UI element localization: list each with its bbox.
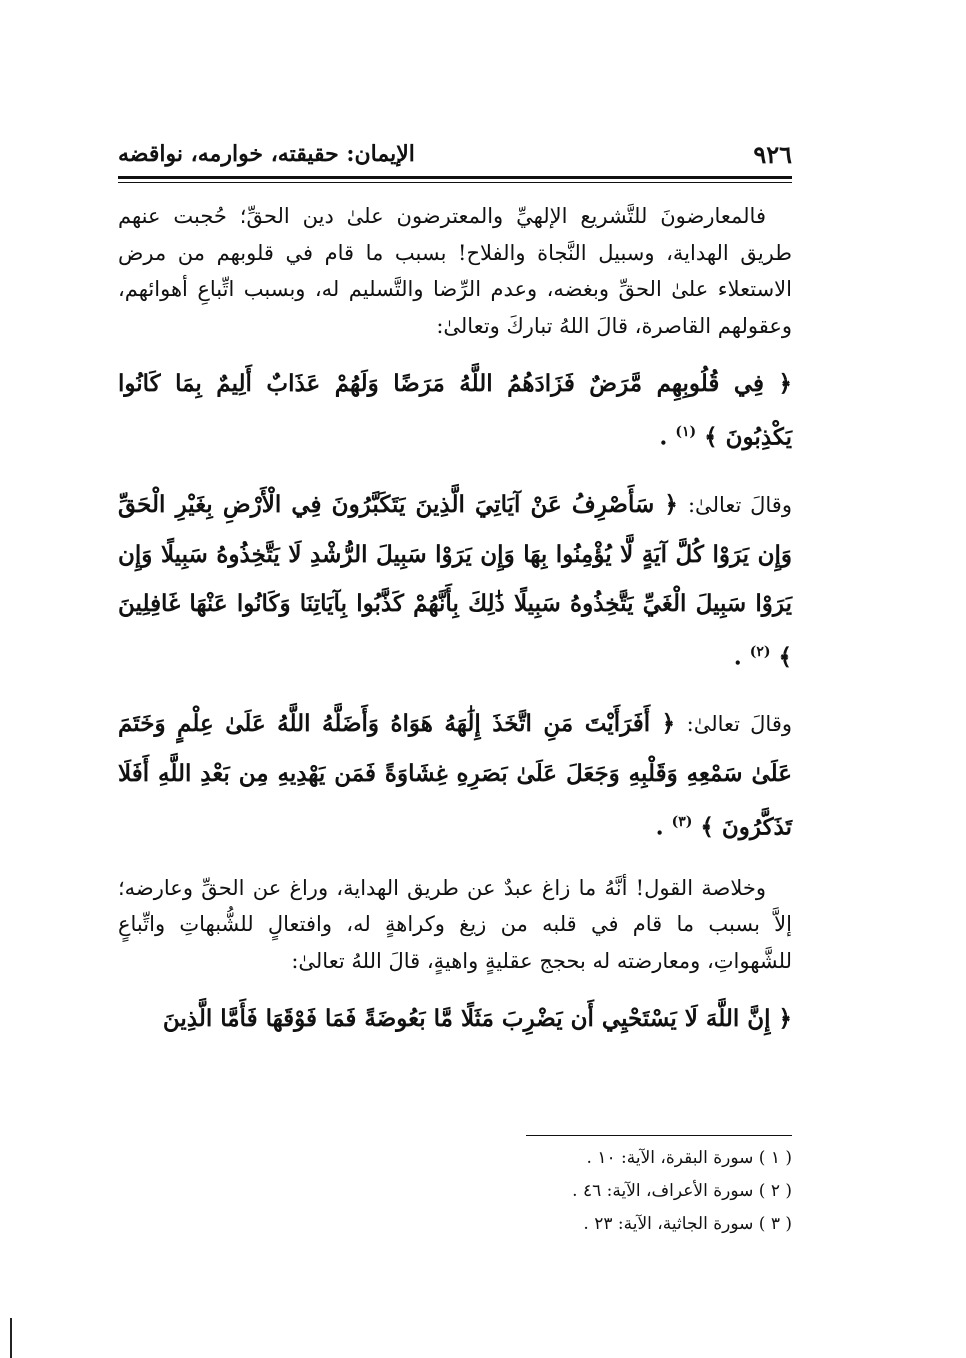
- page-number: ٩٢٦: [753, 139, 792, 169]
- footnote-ref-1: (١): [675, 424, 697, 440]
- footnote-separator: [526, 1135, 792, 1136]
- verse-1-text: ﴿ فِي قُلُوبِهِم مَّرَضٌ فَزَادَهُمُ اللَّهُ مَرَضًا وَلَهُمْ عَذَابٌ أَلِيمٌ بِمَا كَانُوا يَكْذِبُونَ ﴾: [118, 370, 792, 451]
- verse-2-intro: وقالَ تعالىٰ:: [687, 492, 792, 517]
- verse-2-text: ﴿ سَأَصْرِفُ عَنْ آيَاتِيَ الَّذِينَ يَتَكَبَّرُونَ فِي الْأَرْضِ بِغَيْرِ الْحَقِّ وَإِن يَرَوْا كُلَّ آيَةٍ لَّا يُؤْمِنُوا بِهَا وَإِن يَرَوْا سَبِيلَ الرُّشْدِ لَا يَتَّخِذُوهُ سَبِيلًا وَإِن يَرَوْا سَبِيلَ الْغَيِّ يَتَّخِذُوهُ سَبِيلًا ذَٰلِكَ بِأَنَّهُمْ كَذَّبُوا بِآيَاتِنَا وَكَانُوا عَنْهَا غَافِلِينَ ﴾: [118, 490, 792, 671]
- verse-4: ﴿ إِنَّ اللَّهَ لَا يَسْتَحْيِي أَن يَضْرِبَ مَثَلًا مَّا بَعُوضَةً فَمَا فَوْقَهَا فَأَمَّا الَّذِينَ: [162, 1005, 792, 1033]
- footnote-ref-3: (٣): [671, 814, 693, 831]
- header-rule: [118, 176, 792, 179]
- verse-3-intro: وقالَ تعالىٰ:: [686, 712, 792, 737]
- footnote-1: ( ١ ) سورة البقرة، الآية: ١٠ .: [586, 1148, 792, 1168]
- footnote-3: ( ٣ ) سورة الجاثية، الآية: ٢٣ .: [583, 1214, 792, 1234]
- verse-3-text: ﴿ أَفَرَأَيْتَ مَنِ اتَّخَذَ إِلَٰهَهُ هَوَاهُ وَأَضَلَّهُ اللَّهُ عَلَىٰ عِلْمٍ وَخَتَمَ عَلَىٰ سَمْعِهِ وَقَلْبِهِ وَجَعَلَ عَلَىٰ بَصَرِهِ غِشَاوَةً فَمَن يَهْدِيهِ مِن بَعْدِ اللَّهِ أَفَلَا تَذَكَّرُونَ ﴾: [118, 710, 792, 841]
- page-header: [118, 134, 792, 174]
- paragraph-1: فالمعارضونَ للتَّشريع الإلهيِّ والمعترضون علىٰ دين الحقِّ؛ حُجبت عنهم طريق الهداية، وسبيل النَّجاة والفلاح! بسبب ما قام في قلوبهم من مرض الاستعلاء علىٰ الحقِّ وبغضه، وعدم الرِّضا والتَّسليم له، وبسبب اتِّباعِ أهوائهم، وعقولهم القاصرة، قالَ اللهُ تباركَ وتعالىٰ:: [118, 204, 792, 338]
- footnote-2: ( ٢ ) سورة الأعراف، الآية: ٤٦ .: [572, 1181, 792, 1201]
- paragraph-2: وخلاصة القول! أنَّهُ ما زاغ عبدٌ عن طريق الهداية، وراغ عن الحقِّ وعارضه؛ إلاَّ بسبب ما قام في قلبه من زيغ وكراهةٍ له، وافتعالٍ للشُّبهاتِ واتِّباعٍ للشَّهواتِ، ومعارضته له بحجج عقليةٍ واهيةٍ، قالَ اللهُ تعالىٰ:: [118, 875, 792, 973]
- header-rule-thin: [118, 182, 792, 183]
- footnote-ref-2: (٢): [749, 643, 771, 660]
- scan-edge-line: [10, 1318, 12, 1358]
- footnotes: [118, 1142, 792, 1241]
- page-body: [118, 198, 792, 1061]
- verse-3: وقالَ تعالىٰ: ﴿ أَفَرَأَيْتَ مَنِ اتَّخَذَ إِلَٰهَهُ هَوَاهُ وَأَضَلَّهُ اللَّهُ عَلَىٰ عِلْمٍ وَخَتَمَ عَلَىٰ سَمْعِهِ وَقَلْبِهِ وَجَعَلَ عَلَىٰ بَصَرِهِ غِشَاوَةً فَمَن يَهْدِيهِ مِن بَعْدِ اللَّهِ أَفَلَا تَذَكَّرُونَ ﴾ $^{(٣)}$ .: [118, 710, 792, 841]
- running-title: الإيمان: حقيقته، خوارمه، نواقضه: [118, 141, 415, 167]
- verse-1: ﴿ فِي قُلُوبِهِم مَّرَضٌ فَزَادَهُمُ اللَّهُ مَرَضًا وَلَهُمْ عَذَابٌ أَلِيمٌ بِمَا كَانُوا يَكْذِبُونَ ﴾ $^{(١)}$ .: [118, 370, 792, 451]
- verse-2: وقالَ تعالىٰ: ﴿ سَأَصْرِفُ عَنْ آيَاتِيَ الَّذِينَ يَتَكَبَّرُونَ فِي الْأَرْضِ بِغَيْرِ الْحَقِّ وَإِن يَرَوْا كُلَّ آيَةٍ لَّا يُؤْمِنُوا بِهَا وَإِن يَرَوْا سَبِيلَ الرُّشْدِ لَا يَتَّخِذُوهُ سَبِيلًا وَإِن يَرَوْا سَبِيلَ الْغَيِّ يَتَّخِذُوهُ سَبِيلًا ذَٰلِكَ بِأَنَّهُمْ كَذَّبُوا بِآيَاتِنَا وَكَانُوا عَنْهَا غَافِلِينَ ﴾ $^{(٢)}$ .: [118, 490, 792, 671]
